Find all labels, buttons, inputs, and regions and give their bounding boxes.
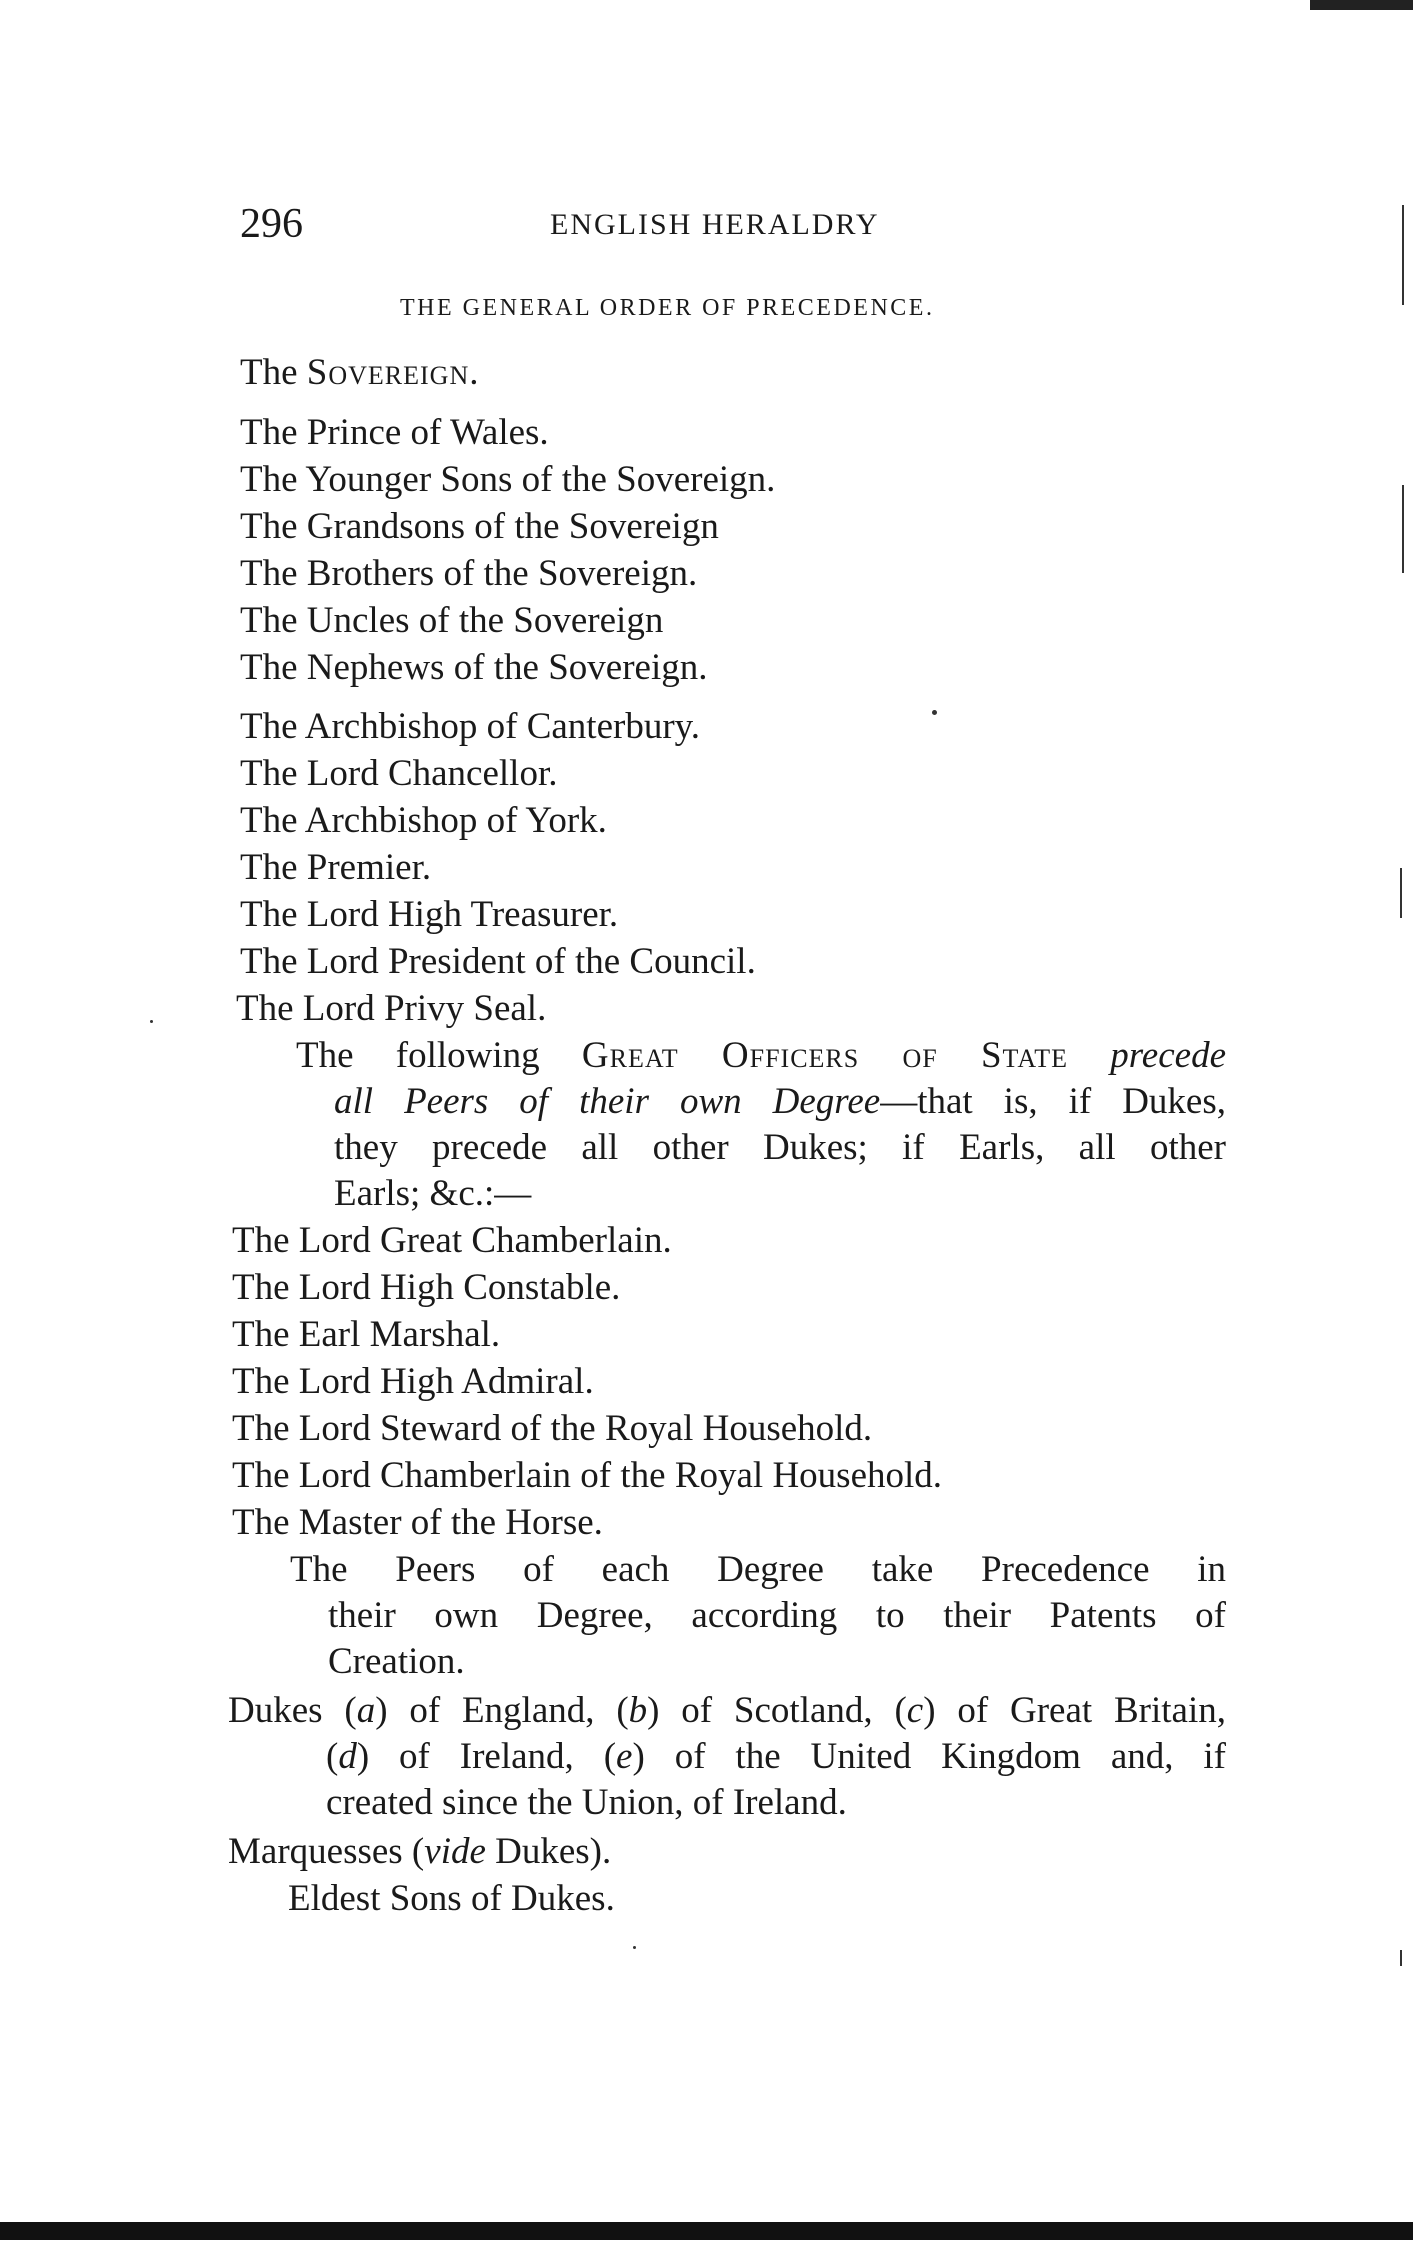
entry-line: The Archbishop of Canterbury.: [240, 706, 700, 747]
dukes-letter: a: [356, 1690, 376, 1731]
entry-line: The Lord High Admiral.: [232, 1361, 594, 1402]
dukes-letter: d: [338, 1736, 357, 1777]
note-great-officers: Great Officers of State: [581, 1035, 1069, 1076]
peers-note-line: Creation.: [328, 1641, 465, 1682]
dukes-line: created since the Union, of Ireland.: [326, 1782, 847, 1823]
dukes-text: ) of Ireland, (: [356, 1736, 617, 1777]
note-italic-peers: all Peers of their own Degree: [334, 1081, 881, 1122]
note-text: The following: [296, 1035, 582, 1076]
running-title: ENGLISH HERALDRY: [550, 208, 880, 241]
note-text: —that is, if Dukes,: [880, 1081, 1227, 1122]
marquesses-text: Marquesses (: [228, 1831, 425, 1872]
note-line: Earls; &c.:—: [334, 1173, 532, 1214]
entry-line: The Archbishop of York.: [240, 800, 607, 841]
scan-corner-mark: [1310, 0, 1413, 10]
entry-line: The Master of the Horse.: [232, 1502, 603, 1543]
marquesses-text: Dukes).: [485, 1831, 612, 1872]
entry-marquesses: [228, 1829, 611, 1875]
margin-mark: [1402, 485, 1404, 573]
entry-line: The Lord Chamberlain of the Royal Household.: [232, 1455, 943, 1496]
dukes-text: ) of Great Britain,: [923, 1690, 1226, 1731]
margin-mark: [1400, 868, 1402, 918]
dukes-text: (: [326, 1736, 339, 1777]
marquesses-vide: vide: [424, 1831, 486, 1872]
dukes-text: ) of England, (: [375, 1690, 629, 1731]
entry-sovereign: [240, 350, 479, 396]
entry-line: The Lord Chancellor.: [240, 753, 558, 794]
scan-bottom-edge: [0, 2222, 1413, 2240]
peers-note-line: their own Degree, according to their Patents of: [328, 1595, 1226, 1636]
entry-line: The Lord Steward of the Royal Household.: [232, 1408, 873, 1449]
entry-sovereign-prefix: The: [240, 352, 307, 393]
margin-mark: [1402, 205, 1404, 305]
section-title: THE GENERAL ORDER OF PRECEDENCE.: [400, 295, 935, 321]
peers-note: [290, 1547, 1226, 1685]
entry-line: The Lord High Treasurer.: [240, 894, 619, 935]
entry-line: The Premier.: [240, 847, 432, 888]
page-number: 296: [240, 201, 303, 247]
entry-line: The Lord High Constable.: [232, 1267, 621, 1308]
dukes-text: Dukes (: [228, 1690, 357, 1731]
entry-line: The Earl Marshal.: [232, 1314, 501, 1355]
entry-line: The Younger Sons of the Sovereign.: [240, 459, 776, 500]
margin-mark: [1400, 1950, 1402, 1966]
entry-sovereign-word: Sovereign.: [306, 352, 480, 393]
ink-dot: [633, 1946, 636, 1949]
dukes-letter: e: [616, 1736, 633, 1777]
entry-line: The Lord Privy Seal.: [236, 988, 547, 1029]
entry-line: The Prince of Wales.: [240, 412, 549, 453]
entry-line: The Brothers of the Sovereign.: [240, 553, 698, 594]
ink-dot: [150, 1020, 153, 1023]
entry-line: The Nephews of the Sovereign.: [240, 647, 708, 688]
dukes-entry: [228, 1688, 1226, 1826]
entry-line: The Grandsons of the Sovereign: [240, 506, 719, 547]
entry-line: Eldest Sons of Dukes.: [288, 1878, 615, 1919]
dukes-text: ) of the United Kingdom and, if: [632, 1736, 1226, 1777]
dukes-text: ) of Scotland, (: [647, 1690, 907, 1731]
entry-line: The Uncles of the Sovereign: [240, 600, 664, 641]
dukes-letter: c: [906, 1690, 924, 1731]
ink-dot: [932, 710, 937, 715]
note-italic-precede: precede: [1110, 1035, 1226, 1076]
great-officers-note: [296, 1033, 1226, 1217]
dukes-letter: b: [628, 1690, 648, 1731]
page-header: [240, 200, 1200, 260]
peers-note-line: The Peers of each Degree take Precedence in: [290, 1549, 1226, 1590]
entry-line: The Lord President of the Council.: [240, 941, 756, 982]
note-line: they precede all other Dukes; if Earls, all other: [334, 1127, 1226, 1168]
entry-line: The Lord Great Chamberlain.: [232, 1220, 672, 1261]
